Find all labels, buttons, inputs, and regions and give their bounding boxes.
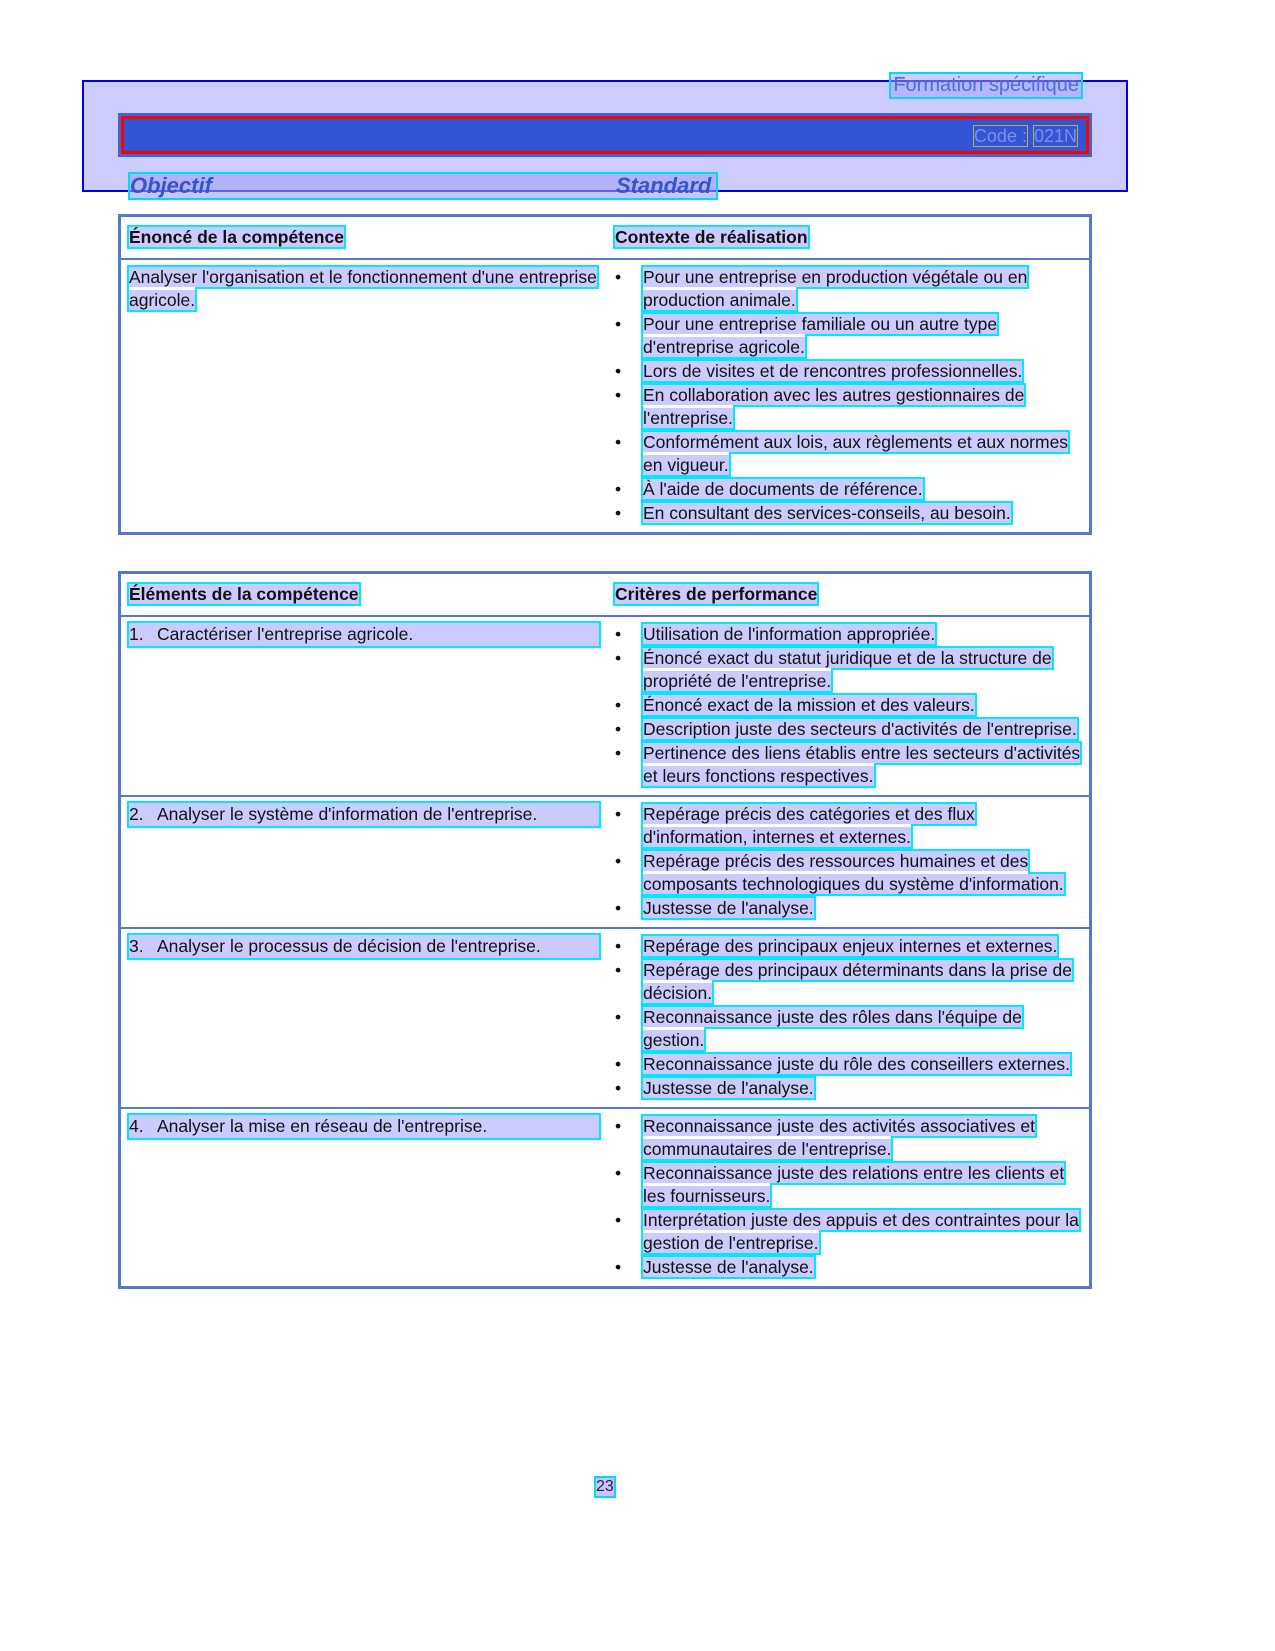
criterion-item: • Description juste des secteurs d'activités de l'entreprise. bbox=[615, 718, 1081, 741]
competency-element: 1. Caractériser l'entreprise agricole. bbox=[129, 623, 599, 646]
code-bar bbox=[118, 113, 1092, 157]
column-header: Énoncé de la compétence bbox=[129, 227, 344, 247]
table-row bbox=[120, 1108, 1091, 1288]
page-number: 23 bbox=[596, 1478, 614, 1495]
criterion-item: • Reconnaissance juste du rôle des conseillers externes. bbox=[615, 1053, 1081, 1076]
criteria-list bbox=[615, 803, 1081, 920]
objective-heading: Objectif bbox=[130, 173, 212, 198]
criterion-item: • Énoncé exact du statut juridique et de la structure de propriété de l'entreprise. bbox=[615, 647, 1081, 693]
criterion-item: • Interprétation juste des appuis et des contraintes pour la gestion de l'entreprise. bbox=[615, 1209, 1081, 1255]
standard-heading: Standard bbox=[616, 173, 712, 198]
criterion-item: • Justesse de l'analyse. bbox=[615, 1077, 1081, 1100]
criterion-item: • Justesse de l'analyse. bbox=[615, 1256, 1081, 1279]
competency-element: 3. Analyser le processus de décision de l'entreprise. bbox=[129, 935, 599, 958]
column-header: Contexte de réalisation bbox=[615, 227, 808, 247]
section-headings bbox=[128, 172, 718, 200]
competency-table bbox=[118, 214, 1092, 535]
column-header: Critères de performance bbox=[615, 584, 818, 604]
context-item: • À l'aide de documents de référence. bbox=[615, 478, 1081, 501]
context-item: • Pour une entreprise en production végétale ou en production animale. bbox=[615, 266, 1081, 312]
criterion-item: • Reconnaissance juste des rôles dans l'équipe de gestion. bbox=[615, 1006, 1081, 1052]
context-item: • Conformément aux lois, aux règlements et aux normes en vigueur. bbox=[615, 431, 1081, 477]
table-row bbox=[120, 796, 1091, 928]
table-row bbox=[120, 616, 1091, 796]
criterion-item: • Repérage précis des ressources humaines et des composants technologiques du système d'information. bbox=[615, 850, 1081, 896]
criteria-list bbox=[615, 935, 1081, 1100]
criterion-item: • Justesse de l'analyse. bbox=[615, 897, 1081, 920]
criterion-item: • Repérage des principaux enjeux internes et externes. bbox=[615, 935, 1081, 958]
criterion-item: • Reconnaissance juste des relations entre les clients et les fournisseurs. bbox=[615, 1162, 1081, 1208]
competency-element: 2. Analyser le système d'information de l'entreprise. bbox=[129, 803, 599, 826]
criteria-list bbox=[615, 1115, 1081, 1279]
context-item: • En consultant des services-conseils, au besoin. bbox=[615, 502, 1081, 525]
elements-table bbox=[118, 571, 1092, 1289]
column-header: Éléments de la compétence bbox=[129, 584, 359, 604]
criterion-item: • Énoncé exact de la mission et des valeurs. bbox=[615, 694, 1081, 717]
program-title: Formation spécifique bbox=[889, 72, 1083, 99]
table-row bbox=[120, 928, 1091, 1108]
criterion-item: • Repérage des principaux déterminants dans la prise de décision. bbox=[615, 959, 1081, 1005]
competency-statement: Analyser l'organisation et le fonctionnement d'une entreprise agricole. bbox=[129, 267, 597, 310]
competency-element: 4. Analyser la mise en réseau de l'entreprise. bbox=[129, 1115, 599, 1138]
competency-code: Code : 021N bbox=[973, 126, 1077, 146]
context-item: • En collaboration avec les autres gestionnaires de l'entreprise. bbox=[615, 384, 1081, 430]
criterion-item: • Repérage précis des catégories et des flux d'information, internes et externes. bbox=[615, 803, 1081, 849]
criteria-list bbox=[615, 623, 1081, 788]
context-list bbox=[615, 266, 1081, 525]
context-item: • Pour une entreprise familiale ou un autre type d'entreprise agricole. bbox=[615, 313, 1081, 359]
criterion-item: • Pertinence des liens établis entre les secteurs d'activités et leurs fonctions respectives. bbox=[615, 742, 1081, 788]
context-item: • Lors de visites et de rencontres professionnelles. bbox=[615, 360, 1081, 383]
criterion-item: • Reconnaissance juste des activités associatives et communautaires de l'entreprise. bbox=[615, 1115, 1081, 1161]
criterion-item: • Utilisation de l'information appropriée. bbox=[615, 623, 1081, 646]
